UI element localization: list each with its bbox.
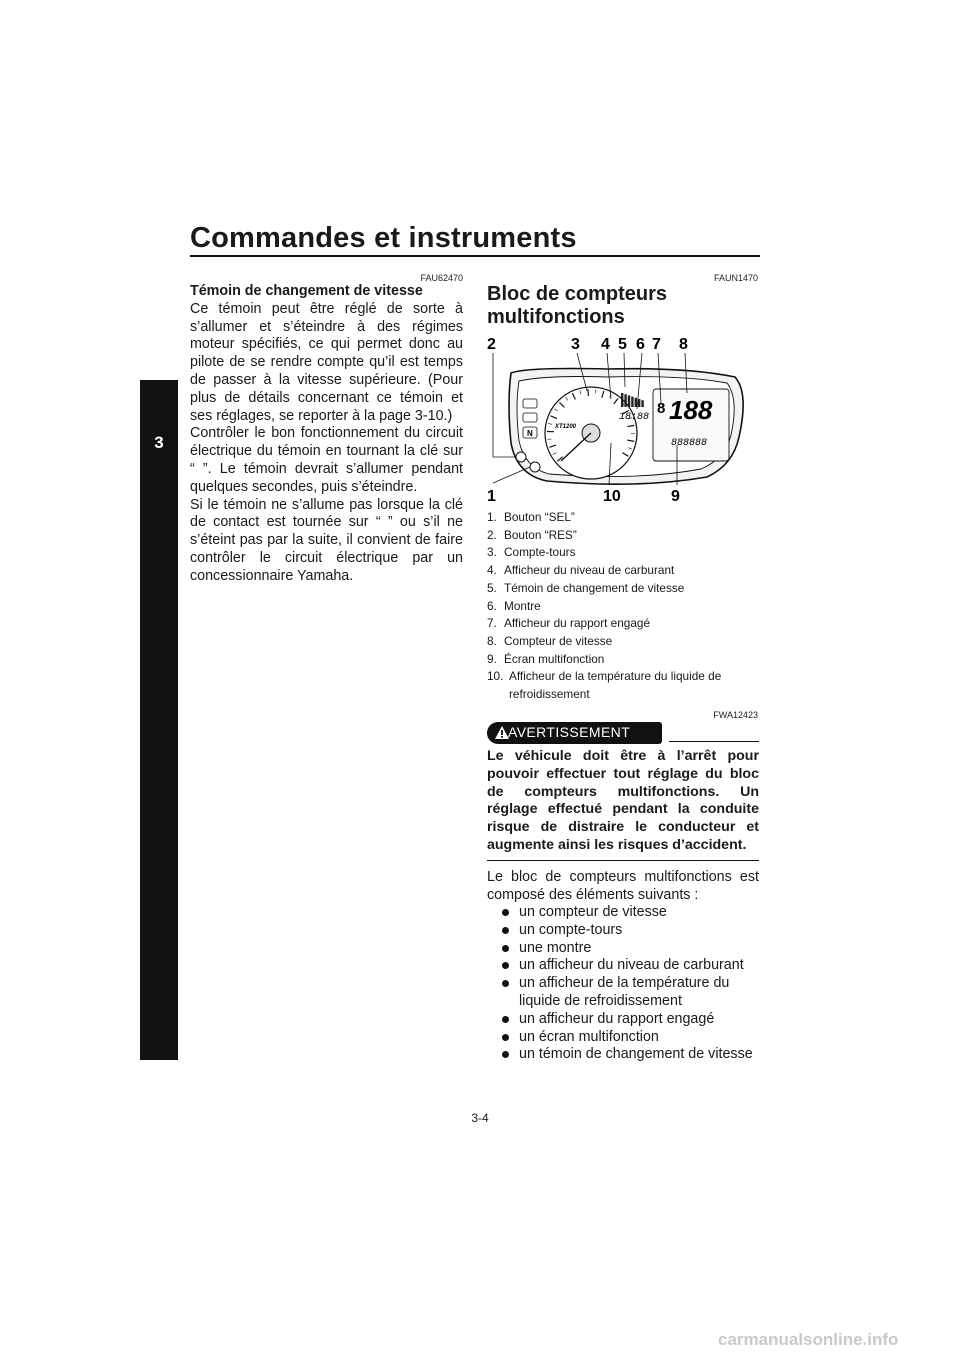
fuel-bar	[641, 400, 643, 407]
fuel-bar	[631, 397, 633, 407]
speed-display: 188	[669, 395, 713, 425]
section-heading: Témoin de changement de vitesse	[190, 283, 423, 299]
callout-3: 3	[571, 336, 580, 353]
callout-2: 2	[487, 336, 496, 353]
caption-item: 1. Bouton “SEL”	[487, 510, 575, 524]
callout-6: 6	[636, 336, 645, 353]
list-item: un compte-tours	[487, 922, 759, 940]
paragraph: Contrôler le bon fonctionnement du circuit électrique du témoin en tournant la clé sur “ ”. Le témoin devrait s’allumer pendant quelques secondes, puis s’éteindre.	[190, 425, 463, 495]
page-number: 3-4	[471, 1111, 489, 1125]
caption-item: 9. Écran multifonction	[487, 651, 605, 666]
section-code: FAUN1470	[713, 273, 758, 283]
page-title: Commandes et instruments	[190, 222, 577, 254]
figure-captions	[487, 509, 759, 704]
list-item: un afficheur du niveau de carburant	[487, 957, 759, 975]
paragraph: Si le témoin ne s’allume pas lorsque la clé de contact est tournée sur “ ” ou s’il ne s’éteint pas par la suite, il convient de faire contrôler le circuit électrique par un concessionnaire Yamaha.	[190, 496, 463, 584]
warning-rule	[669, 741, 759, 742]
caption-item: 8. Compteur de vitesse	[487, 633, 613, 648]
caption-item: 6. Montre	[487, 598, 541, 613]
clock-display: 18:88	[619, 412, 650, 423]
list-item: un écran multifonction	[487, 1029, 759, 1047]
warning-label: AVERTISSEMENT	[508, 724, 631, 740]
callout-7: 7	[652, 336, 661, 353]
list-item: une montre	[487, 940, 759, 958]
callout-9: 9	[671, 488, 680, 505]
gear-display: 8	[657, 400, 666, 417]
list-item: un compteur de vitesse	[487, 904, 759, 922]
odometer-display: 888888	[671, 438, 708, 449]
paragraph: Ce témoin peut être réglé de sorte à s’allumer et s’éteindre à des régimes moteur spécifiés, ce qui permet donc au pilote de se rendre compte qu’il est temps de passer à la vitesse supérieure. (Pour plus de détails concernant ce témoin et ses réglages, se reporter à la page 3-10.)	[190, 300, 463, 424]
list-item: un témoin de changement de vitesse	[487, 1046, 759, 1064]
callout-5: 5	[618, 336, 627, 353]
left-column	[190, 283, 463, 586]
chapter-tab	[140, 380, 178, 1060]
intro-text: Le bloc de compteurs multifonctions est composé des éléments suivants :	[487, 869, 759, 903]
callout-1: 1	[487, 488, 496, 505]
caption-item: 10. Afficheur de la température du liquide de refroidissement	[487, 669, 722, 702]
fuel-bar	[638, 399, 640, 407]
caption-item: 4. Afficheur du niveau de carburant	[487, 563, 675, 578]
caption-item: 7. Afficheur du rapport engagé	[487, 616, 651, 631]
fuel-bar	[628, 395, 630, 407]
header-rule	[190, 255, 760, 257]
caption-item: 3. Compte-tours	[487, 545, 576, 560]
warning-text: Le véhicule doit être à l’arrêt pour pouvoir effectuer tout réglage du bloc de compteurs multifonctions. Un réglage effectué pendant la conduite risque de distraire le conducteur et augmente ainsi les risques d’accident.	[487, 748, 759, 853]
list-item: un afficheur du rapport engagé	[487, 1011, 759, 1029]
warning-code: FWA12423	[713, 710, 758, 720]
section-code: FAU62470	[420, 273, 463, 283]
sel-button	[530, 462, 540, 472]
component-list	[487, 904, 759, 1064]
watermark: carmanualsonline.info	[718, 1330, 899, 1349]
res-button	[516, 452, 526, 462]
caption-item: 5. Témoin de changement de vitesse	[487, 580, 685, 595]
callout-10: 10	[603, 488, 621, 505]
callout-4: 4	[601, 336, 610, 353]
callout-8: 8	[679, 336, 688, 353]
fuel-bar	[621, 393, 623, 407]
model-logo: XT1200	[555, 424, 577, 430]
list-item: un afficheur de la température du liquide de refroidissement	[487, 975, 759, 1011]
fuel-bar	[635, 398, 637, 407]
section-title: Bloc de compteurs multifonctions	[487, 283, 668, 328]
chapter-number: 3	[154, 433, 164, 452]
neutral-lamp-letter: N	[527, 429, 533, 438]
caption-item: 2. Bouton “RES”	[487, 527, 577, 542]
warning-bottom-rule	[487, 860, 759, 861]
instrument-panel-figure	[487, 333, 759, 505]
fuel-bar	[624, 394, 626, 407]
